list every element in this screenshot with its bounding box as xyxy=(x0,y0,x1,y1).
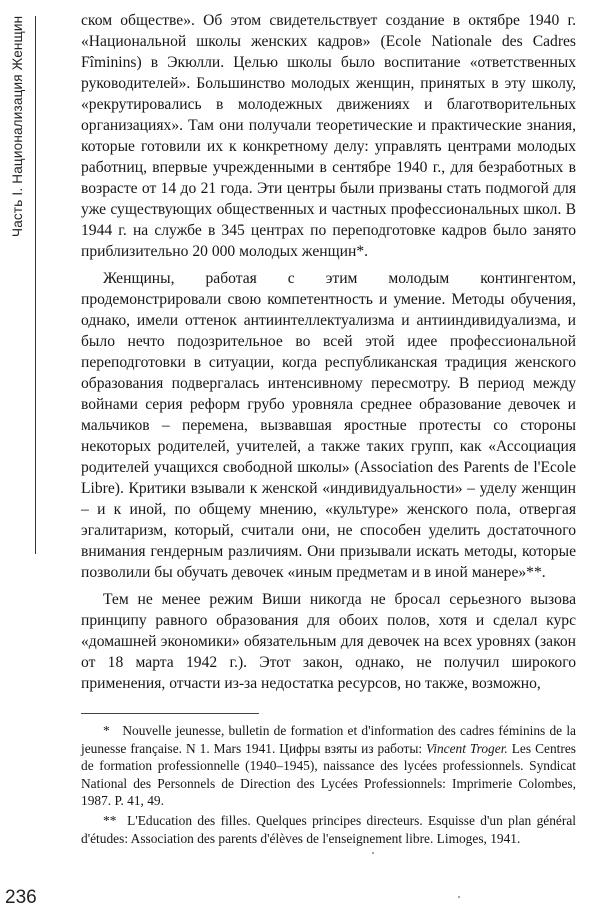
footnote-1 xyxy=(81,722,576,810)
page-number: 236 xyxy=(5,887,37,908)
footnote-1-text-a: Nouvelle jeunesse, bulletin de formation et d'information des cadres féminins de la jeunesse française. N 1. Mars 1941. Цифры взяты из работы: xyxy=(81,723,576,756)
footnote-1-author: Vincent Troger. xyxy=(426,740,508,756)
footnotes xyxy=(81,713,576,849)
footnote-2-text: L'Education des filles. Quelques principes directeurs. Esquisse d'un plan général d'études: Association des parents d'élèves de l'enseignement libre. Limoges, 1941. xyxy=(81,812,576,846)
footnote-1-text-b: Les Centres de formation professionnelle (1940–1945), naissance des lycées professionnels. Syndicat National des Personnels de Direction des Lycées Professionnels: Imprimerie Colombes, 1987. P. 41, 49. xyxy=(81,740,576,809)
paragraph-1: ском обществе». Об этом свидетельствует создание в октябре 1940 г. «Национальной школы женских кадров» (Ecole Nationale des Cadres Fîminins) в Экюлли. Целью школы было воспитание «ответственных руководителей». Большинство молодых женщин, принятых в эту школу, «рекрутировались в молодежных движениях и благотворительных организациях». Там они получали теоретические и практические знания, которые готовили их к конкретному делу: управлять центрами молодых работниц, впервые учрежденными в сентябре 1940 г., для безработных в возрасте от 14 до 21 года. Эти центры были призваны стать подмогой для уже существующих общественных и частных профессиональных школ. В 1944 г. на службе в 345 центрах по переподготовке кадров было занято приблизительно 20 000 молодых женщин*. xyxy=(81,12,576,260)
scan-speck xyxy=(458,896,460,898)
paragraph-3: Тем не менее режим Виши никогда не бросал серьезного вызова принципу равного образования для обоих полов, хотя и сделал курс «домашней экономики» обязательным для девочек на всех уровнях (закон от 18 марта 1942 г.). Этот закон, однако, не получил широкого применения, отчасти из-за недостатка ресурсов, но также, возможно, xyxy=(81,591,576,692)
footnote-1-marker: * xyxy=(103,723,110,738)
paragraph-2: Женщины, работая с этим молодым контингентом, продемонстрировали свою компетентность и умение. Методы обучения, однако, имели оттенок антиинтеллектуализма и антииндивидуализма, и было нечто подозрительное во всей этой идее профессиональной переподготовки в ситуации, когда республиканская традиция женского образования подвергалась интенсивному пересмотру. В период между войнами серия реформ грубо уровняла среднее образование девочек и мальчиков – перемена, вызвавшая яростные протесты со стороны некоторых родителей, учителей, а также таких групп, как «Ассоциация родителей учащихся свободной школы» (Association des Parents de l'Ecole Libre). Критики взывали к женской «индивидуальности» – уделу женщин – и к иной, по общему мнению, «культуре» женского пола, отвергая эгалитаризм, который, считали они, не способен уделить достаточного внимания гендерным различиям. Они призывали искать методы, которые позволили бы обучать девочек «иным предметам и в иной манере»**. xyxy=(81,270,576,581)
running-head xyxy=(2,16,32,546)
footnote-2 xyxy=(81,812,576,847)
scan-speck xyxy=(372,852,374,854)
footnote-2-marker: ** xyxy=(103,812,117,828)
running-head-rule xyxy=(35,16,36,554)
main-text xyxy=(81,10,576,700)
running-head-text: Часть I. Национализация Женщин xyxy=(9,16,25,238)
footnote-rule xyxy=(81,713,259,714)
